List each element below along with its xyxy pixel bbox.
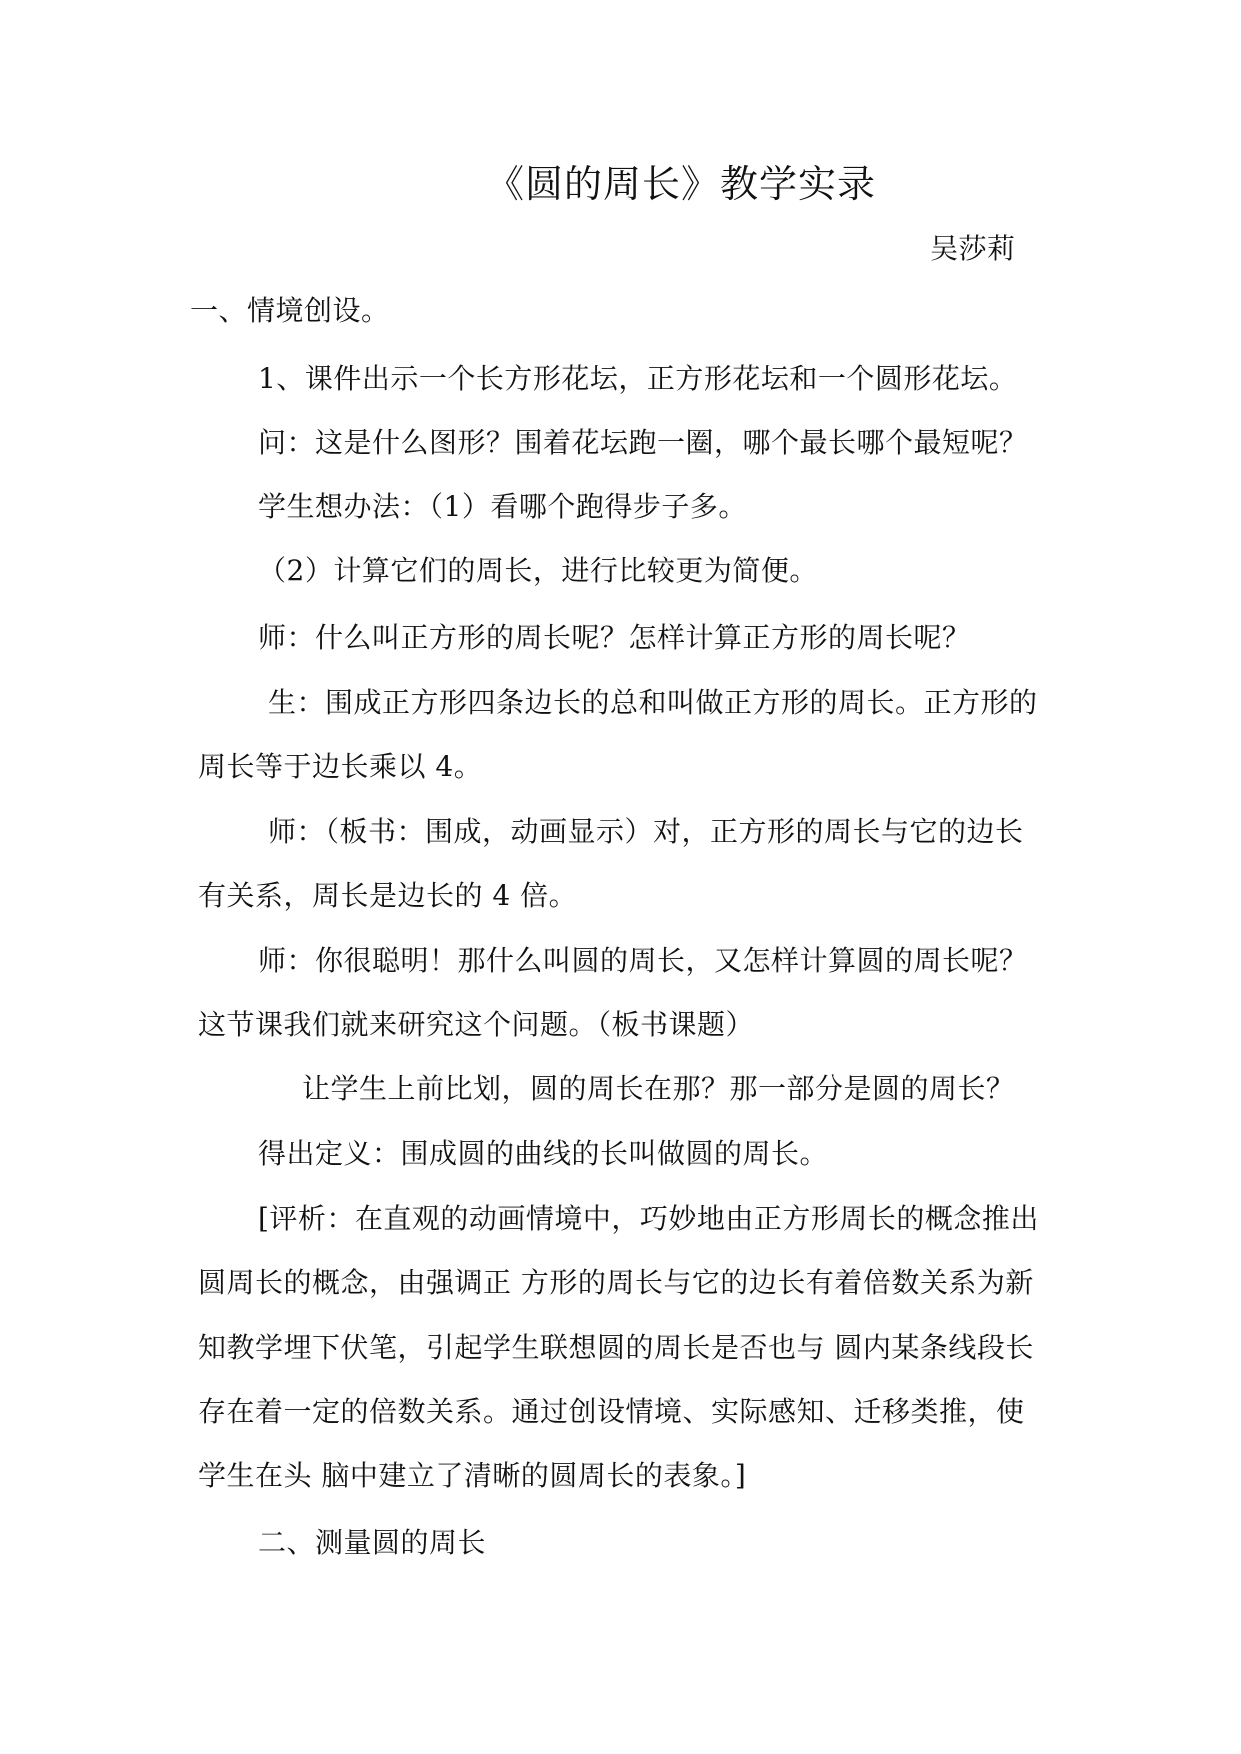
text-line: 问：这是什么图形？围着花坛跑一圈，哪个最长哪个最短呢？ — [258, 426, 1028, 459]
author-name: 吴莎莉 — [930, 232, 1016, 265]
text-line: 1、课件出示一个长方形花坛，正方形花坛和一个圆形花坛。 — [258, 362, 1018, 395]
text-line: 让学生上前比划，圆的周长在那？那一部分是圆的周长？ — [302, 1072, 1015, 1105]
text-line: 师：（板书：围成，动画显示）对，正方形的周长与它的边长 — [268, 815, 1024, 848]
text-line: 周长等于边长乘以 4。 — [198, 750, 483, 783]
commentary-line: [评析：在直观的动画情境中，巧妙地由正方形周长的概念推出 — [258, 1202, 1039, 1235]
text-line: 生：围成正方形四条边长的总和叫做正方形的周长。正方形的 — [268, 686, 1038, 719]
text-line: 得出定义：围成圆的曲线的长叫做圆的周长。 — [258, 1137, 829, 1170]
commentary-line: 存在着一定的倍数关系。通过创设情境、实际感知、迁移类推，使 — [198, 1395, 1025, 1428]
text-line: 师：什么叫正方形的周长呢？怎样计算正方形的周长呢？ — [258, 621, 971, 654]
commentary-line: 学生在头 脑中建立了清晰的圆周长的表象。] — [198, 1459, 747, 1492]
commentary-line: 知教学埋下伏笔，引起学生联想圆的周长是否也与 圆内某条线段长 — [198, 1331, 1034, 1364]
text-line: 有关系，周长是边长的 4 倍。 — [198, 879, 578, 912]
text-line: 师：你很聪明！那什么叫圆的周长，又怎样计算圆的周长呢？ — [258, 944, 1028, 977]
document-title: 《圆的周长》教学实录 — [486, 162, 877, 206]
text-line: 学生想办法：（1）看哪个跑得步子多。 — [258, 490, 747, 523]
commentary-line: 圆周长的概念，由强调正 方形的周长与它的边长有着倍数关系为新 — [198, 1266, 1034, 1299]
text-line: 这节课我们就来研究这个问题。（板书课题） — [198, 1008, 755, 1041]
text-line: （2）计算它们的周长，进行比较更为简便。 — [258, 554, 818, 587]
section-heading: 二、测量圆的周长 — [258, 1526, 487, 1559]
section-heading: 一、情境创设。 — [190, 294, 390, 327]
